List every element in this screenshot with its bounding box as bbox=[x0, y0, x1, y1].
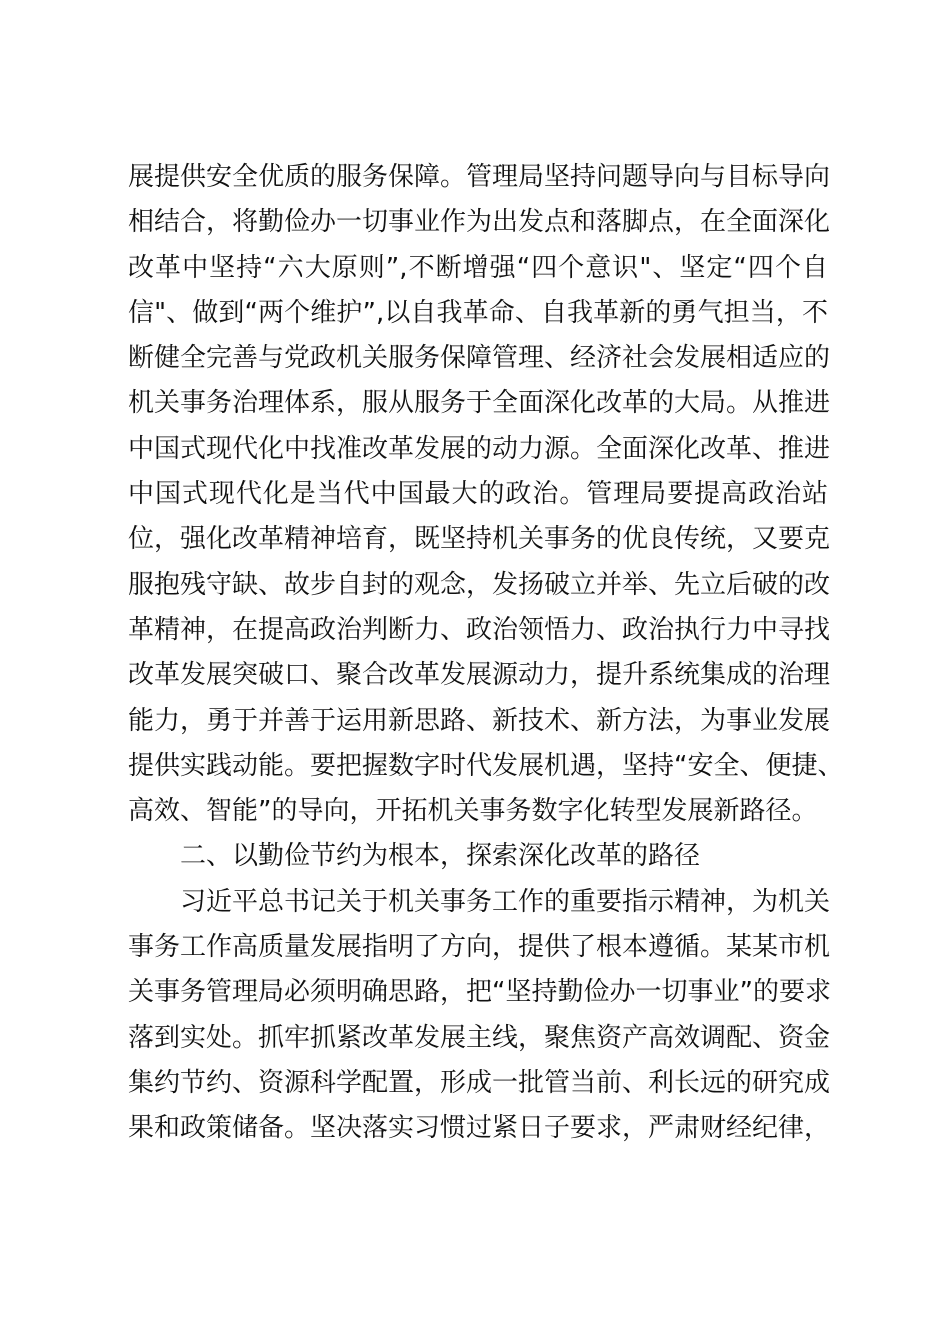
text-line: 机关事务治理体系，服从服务于全面深化改革的大局。从推进 bbox=[128, 388, 831, 419]
text-line: 关事务管理局必须明确思路，把“坚持勤俭办一切事业”的要求 bbox=[128, 977, 831, 1008]
text-line: 展提供安全优质的服务保障。管理局坚持问题导向与目标导向 bbox=[128, 162, 831, 192]
text-line: 位，强化改革精神培育，既坚持机关事务的优良传统，又要克 bbox=[128, 524, 831, 555]
text-line: 事务工作高质量发展指明了方向，提供了根本遵循。某某市机 bbox=[128, 932, 831, 963]
text-line: 中国式现代化是当代中国最大的政治。管理局要提高政治站 bbox=[128, 479, 828, 510]
text-line: 服抱残守缺、故步自封的观念，发扬破立并举、先立后破的改 bbox=[128, 569, 831, 600]
text-line: 信"、做到“两个维护”,以自我革命、自我革新的勇气担当，不 bbox=[128, 297, 828, 328]
text-line: 提供实践动能。要把握数字时代发展机遇，坚持“安全、便捷、 bbox=[128, 750, 844, 781]
text-line: 相结合，将勤俭办一切事业作为出发点和落脚点，在全面深化 bbox=[128, 207, 831, 238]
text-line: 能力，勇于并善于运用新思路、新技术、新方法，为事业发展 bbox=[128, 705, 831, 736]
text-line: 习近平总书记关于机关事务工作的重要指示精神，为机关 bbox=[180, 886, 831, 917]
text-line: 落到实处。抓牢抓紧改革发展主线，聚焦资产高效调配、资金 bbox=[128, 1022, 831, 1053]
text-line: 果和政策储备。坚决落实习惯过紧日子要求，严肃财经纪律， bbox=[128, 1113, 831, 1144]
paragraph-1 bbox=[128, 155, 844, 834]
document-body bbox=[128, 155, 844, 1152]
text-line: 集约节约、资源科学配置，形成一批管当前、利长远的研究成 bbox=[128, 1067, 831, 1098]
text-line: 高效、智能”的导向，开拓机关事务数字化转型发展新路径。 bbox=[128, 796, 818, 827]
text-line: 革精神，在提高政治判断力、政治领悟力、政治执行力中寻找 bbox=[128, 614, 831, 645]
paragraph-2 bbox=[128, 880, 831, 1152]
section-heading: 二、以勤俭节约为根本，探索深化改革的路径 bbox=[180, 841, 701, 872]
text-line: 改革发展突破口、聚合改革发展源动力，提升系统集成的治理 bbox=[128, 660, 831, 691]
text-line: 改革中坚持“六大原则”,不断增强“四个意识"、坚定“四个自 bbox=[128, 252, 828, 283]
text-line: 断健全完善与党政机关服务保障管理、经济社会发展相适应的 bbox=[128, 343, 831, 374]
text-line: 中国式现代化中找准改革发展的动力源。全面深化改革、推进 bbox=[128, 433, 831, 464]
